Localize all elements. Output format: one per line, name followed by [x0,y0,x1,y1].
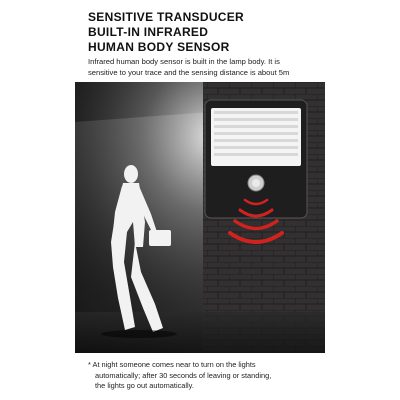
footnote-line-3: the lights go out automatically. [95,381,194,390]
heading-line-1: SENSITIVE TRANSDUCER [88,10,245,24]
heading-line-3: HUMAN BODY SENSOR [88,40,230,54]
description-line-2: sensitive to your trace and the sensing distance is about 5m [88,68,290,77]
footnote-line-2: automatically; after 30 seconds of leaving or standing, [95,370,272,380]
heading [88,10,318,55]
description-line-1: Infrared human body sensor is built in the lamp body. It is [88,57,280,66]
heading-line-2: BUILT-IN INFRARED [88,25,209,39]
footnote-line-1: * At night someone comes near to turn on the lights [88,360,256,369]
lamp-icon [205,100,307,218]
scene-illustration [75,82,325,353]
footnote [88,360,320,392]
description [88,56,320,78]
night-scene-image [75,82,325,353]
